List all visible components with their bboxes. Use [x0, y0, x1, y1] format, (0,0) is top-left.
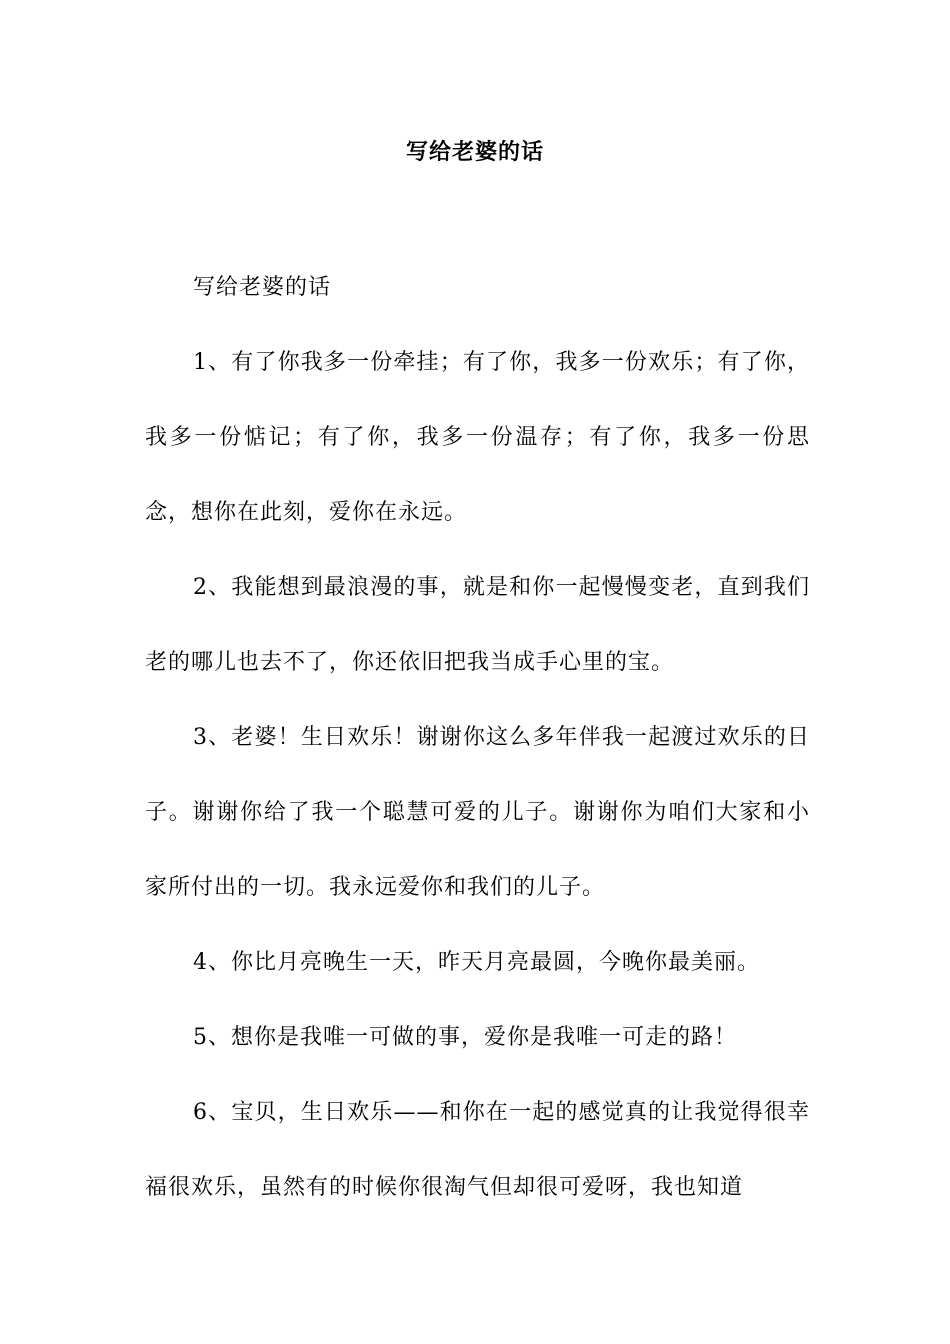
paragraph-2: 2、我能想到最浪漫的事，就是和你一起慢慢变老，直到我们老的哪儿也去不了，你还依旧把我当成手心里的宝。	[145, 575, 810, 675]
paragraph-heading: 写给老婆的话	[193, 275, 332, 300]
paragraph-4: 4、你比月亮晚生一天，昨天月亮最圆，今晚你最美丽。	[193, 950, 760, 975]
paragraph-5: 5、想你是我唯一可做的事，爱你是我唯一可走的路！	[193, 1025, 737, 1050]
paragraph-3: 3、老婆！生日欢乐！谢谢你这么多年伴我一起渡过欢乐的日子。谢谢你给了我一个聪慧可爱的儿子。谢谢你为咱们大家和小家所付出的一切。我永远爱你和我们的儿子。	[145, 725, 810, 900]
paragraph-1: 1、有了你我多一份牵挂；有了你，我多一份欢乐；有了你，我多一份惦记；有了你，我多一份温存；有了你，我多一份思念，想你在此刻，爱你在永远。	[145, 350, 810, 525]
document-body	[145, 250, 810, 1225]
paragraph-6: 6、宝贝，生日欢乐——和你在一起的感觉真的让我觉得很幸福很欢乐，虽然有的时候你很淘气但却很可爱呀，我也知道	[145, 1100, 810, 1200]
document-title: 写给老婆的话	[405, 139, 544, 165]
